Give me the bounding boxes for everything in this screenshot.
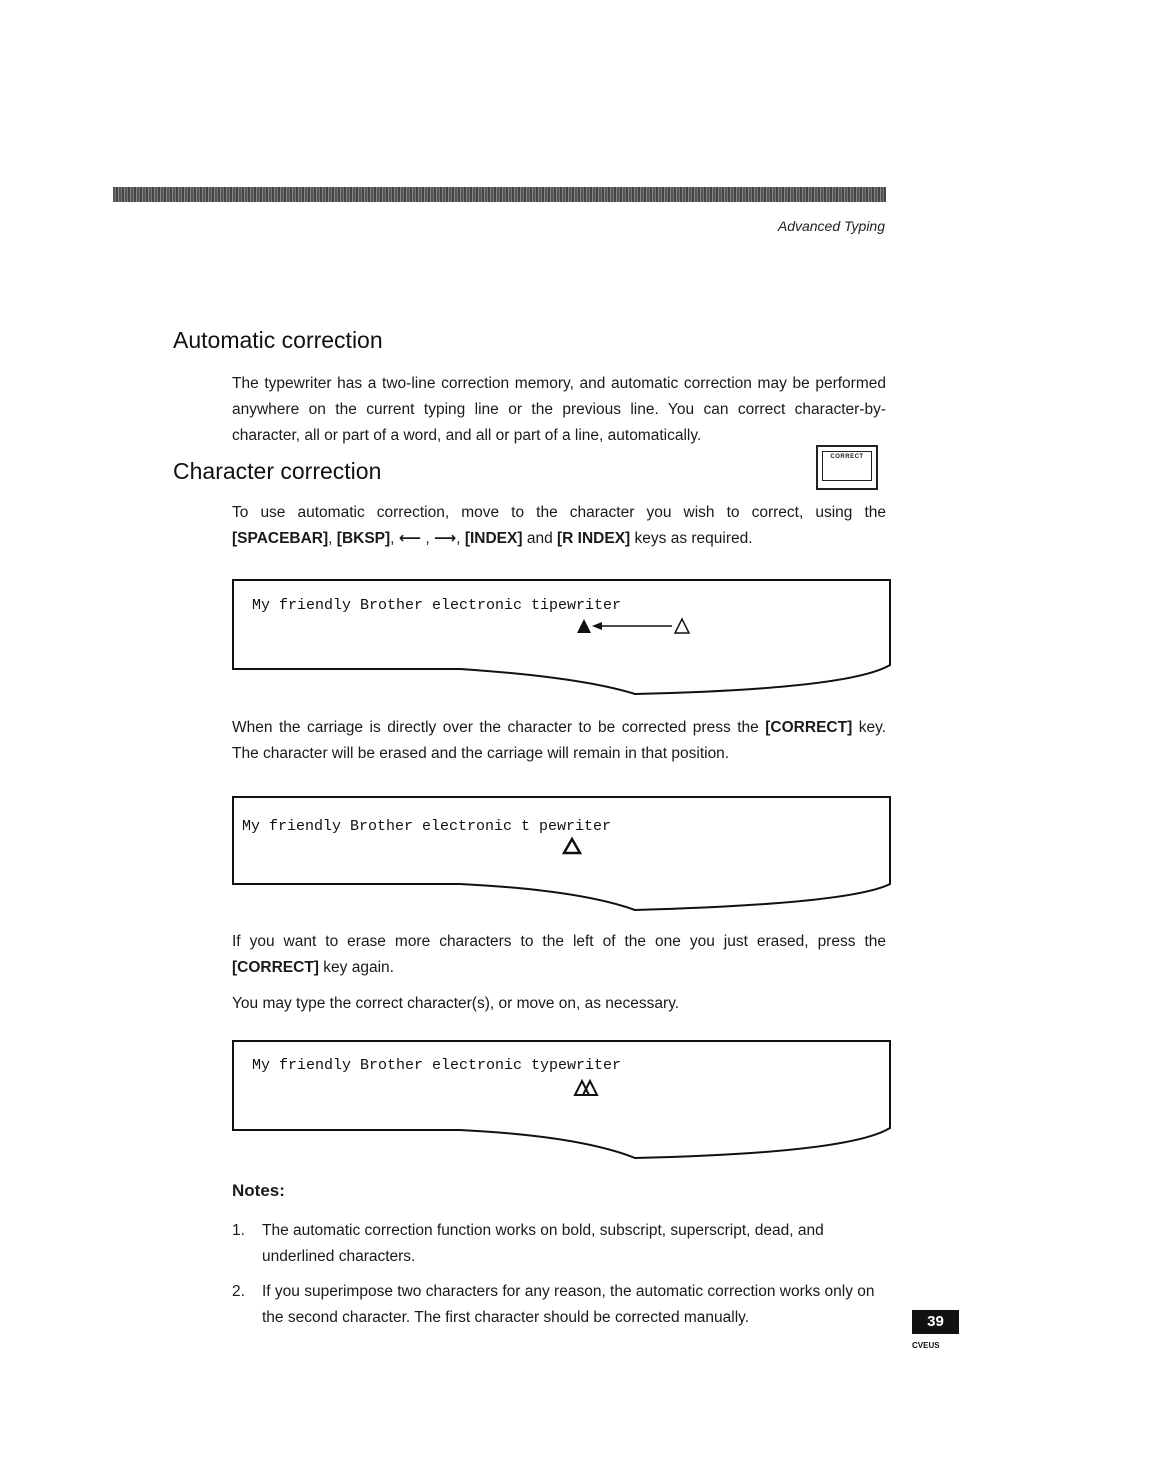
display-illustration-1	[230, 577, 892, 695]
key-spacebar: [SPACEBAR]	[232, 530, 329, 547]
display-text: My friendly Brother electronic tipewriter	[252, 597, 622, 614]
key-again-text: key again.	[323, 959, 394, 976]
correct-key-icon	[816, 445, 878, 490]
carriage-text-b: key. The character will be erased and the carriage will remain in that position.	[232, 719, 887, 762]
instruction-text: To use automatic correction, move to the character you wish to correct, using the	[232, 504, 886, 521]
header-rule	[113, 187, 886, 202]
display-text: My friendly Brother electronic typewriter	[252, 1057, 622, 1074]
notes-title: Notes:	[232, 1181, 285, 1200]
document-code: CVEUS	[912, 1341, 940, 1350]
display-illustration-3	[230, 1038, 892, 1162]
left-arrow-icon: ⟵	[398, 530, 422, 547]
page-number: 39	[912, 1310, 959, 1334]
heading-automatic-correction: Automatic correction	[173, 327, 383, 353]
type-correct-paragraph: You may type the correct character(s), or move on, as necessary.	[232, 995, 680, 1012]
double-cursor-marker-icon	[230, 1038, 892, 1162]
display-illustration-2	[230, 794, 892, 912]
note-number: 2.	[232, 1283, 245, 1300]
heading-character-correction: Character correction	[173, 458, 382, 484]
display-text: My friendly Brother electronic t pewriter	[242, 818, 612, 835]
erase-more-text: If you want to erase more characters to the left of the one you just erased, press the	[232, 933, 886, 950]
cursor-move-arrow-icon	[230, 577, 892, 695]
note-number: 1.	[232, 1222, 245, 1239]
character-correction-instruction: To use automatic correction, move to the character you wish to correct, using the [SPACEBAR], [BKSP], ⟵ , ⟶, [INDEX] and [R INDEX] keys as required.	[232, 504, 886, 547]
erase-more-paragraph	[232, 929, 886, 981]
running-head: Advanced Typing	[777, 218, 885, 234]
note-text: If you superimpose two characters for any reason, the automatic correction works only on the second character. The first character should be corrected manually.	[262, 1283, 875, 1326]
key-r-index: [R INDEX]	[557, 530, 631, 547]
automatic-correction-paragraph: The typewriter has a two-line correction memory, and automatic correction may be performed anywhere on the current typing line or the previous line. You can correct character-by-character, all or part of a word, and all or part of a line, automatically.	[232, 375, 886, 444]
key-bksp: [BKSP]	[336, 530, 391, 547]
key-correct: [CORRECT]	[232, 959, 319, 976]
key-correct: [CORRECT]	[765, 719, 853, 736]
correct-key-label: CORRECT	[822, 451, 872, 481]
and-word: and	[526, 530, 553, 547]
instruction-end: keys as required.	[634, 530, 753, 547]
note-text: The automatic correction function works on bold, subscript, superscript, dead, and underlined characters.	[262, 1222, 824, 1265]
carriage-text-a: When the carriage is directly over the character to be corrected press the	[232, 719, 759, 736]
cursor-marker-icon	[230, 794, 892, 912]
right-arrow-icon: ⟶	[433, 530, 457, 547]
carriage-paragraph	[232, 715, 886, 767]
key-index: [INDEX]	[464, 530, 523, 547]
